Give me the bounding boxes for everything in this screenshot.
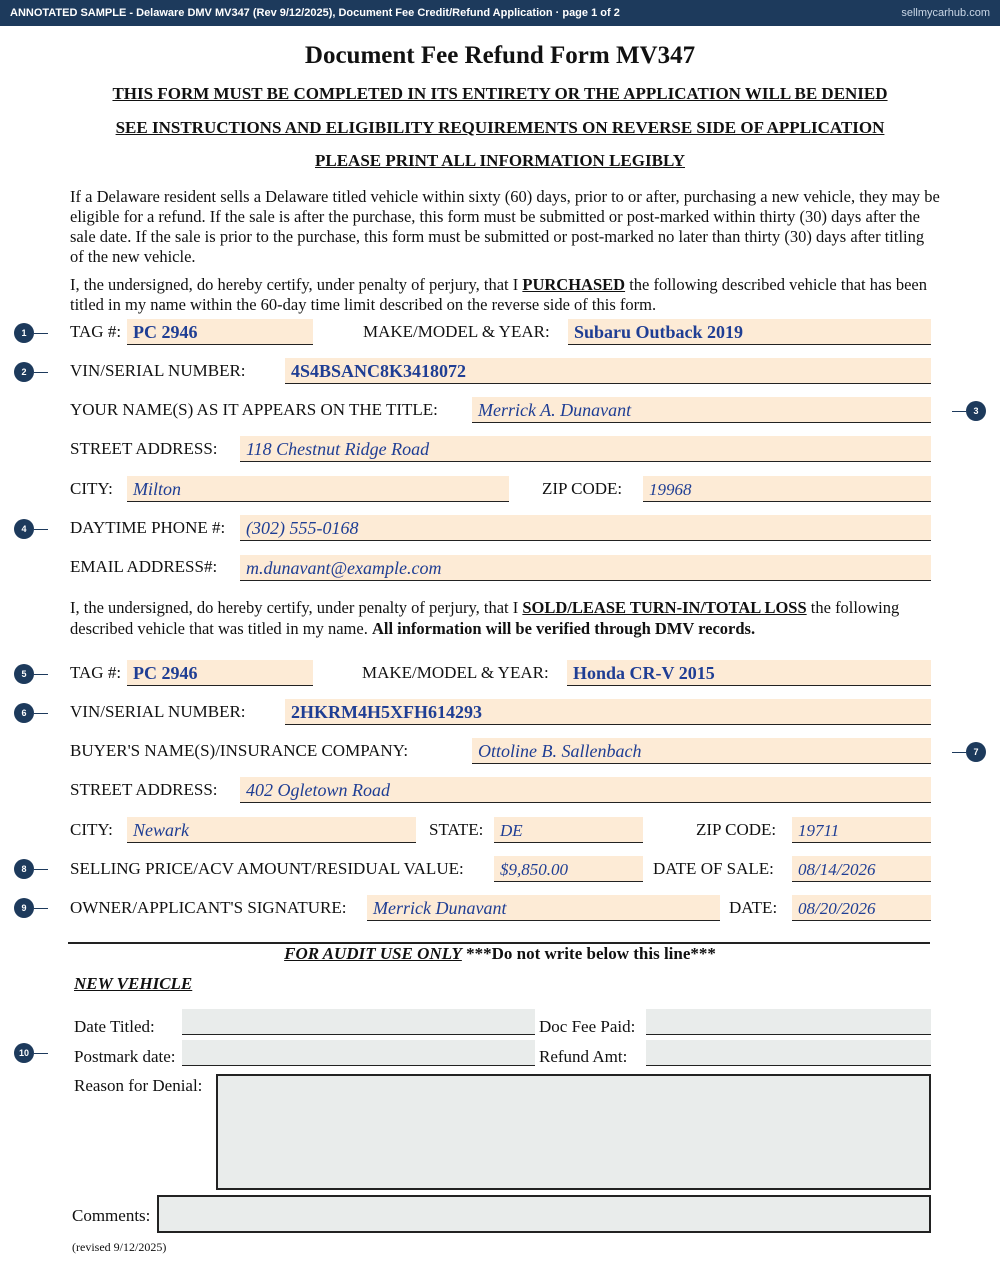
- notice-completeness: THIS FORM MUST BE COMPLETED IN ITS ENTIRETY OR THE APPLICATION WILL BE DENIED: [112, 84, 888, 103]
- sold-street-value: 402 Ogletown Road: [246, 780, 390, 800]
- refund-amt-label: Refund Amt:: [539, 1047, 628, 1066]
- sold-zip-label: ZIP CODE:: [696, 820, 777, 839]
- phone-field[interactable]: [240, 515, 931, 541]
- purchased-make-model-value: Subaru Outback 2019: [574, 322, 744, 342]
- marker-leader-2: [34, 372, 48, 373]
- date-of-sale-value: 08/14/2026: [798, 860, 876, 879]
- sold-make-model-label: MAKE/MODEL & YEAR:: [362, 663, 549, 682]
- marker-leader-9: [34, 908, 48, 909]
- postmark-date-label: Postmark date:: [74, 1047, 176, 1066]
- state-value: DE: [500, 821, 523, 840]
- annotation-marker-10: 10: [14, 1043, 34, 1063]
- doc-fee-paid-field[interactable]: [646, 1009, 931, 1035]
- date-of-sale-field[interactable]: [792, 856, 931, 882]
- sold-tag-label: TAG #:: [70, 663, 122, 682]
- sold-make-model-value: Honda CR-V 2015: [573, 663, 715, 683]
- marker-leader-4: [34, 529, 48, 530]
- sold-city-value: Newark: [133, 820, 189, 840]
- sold-zip-field[interactable]: [792, 817, 931, 843]
- notice-print-legibly: PLEASE PRINT ALL INFORMATION LEGIBLY: [315, 151, 685, 170]
- annotation-marker-3: 3: [966, 401, 986, 421]
- sold-tag-value: PC 2946: [133, 663, 198, 683]
- sold-city-label: CITY:: [70, 820, 113, 839]
- price-field[interactable]: [494, 856, 643, 882]
- notice-instructions: SEE INSTRUCTIONS AND ELIGIBILITY REQUIREMENTS ON REVERSE SIDE OF APPLICATION: [115, 118, 885, 137]
- sold-vin-label: VIN/SERIAL NUMBER:: [70, 702, 246, 721]
- purchased-make-model-field[interactable]: [568, 319, 931, 345]
- reason-for-denial-label: Reason for Denial:: [74, 1076, 203, 1095]
- marker-leader-3: [952, 411, 966, 412]
- date-field[interactable]: [792, 895, 931, 921]
- sold-vin-field[interactable]: [285, 699, 931, 725]
- annotation-marker-1: 1: [14, 323, 34, 343]
- sold-street-field[interactable]: [240, 777, 931, 803]
- postmark-date-field[interactable]: [182, 1040, 535, 1066]
- marker-leader-7: [952, 752, 966, 753]
- date-value: 08/20/2026: [798, 899, 876, 918]
- date-titled-label: Date Titled:: [74, 1017, 155, 1036]
- email-field[interactable]: [240, 555, 931, 581]
- email-value: m.dunavant@example.com: [246, 558, 442, 578]
- purchased-vin-value: 4S4BSANC8K3418072: [291, 361, 467, 381]
- form-title: Document Fee Refund Form MV347: [304, 42, 696, 69]
- owner-name-field[interactable]: [472, 397, 931, 423]
- tag-label: TAG #:: [70, 322, 122, 341]
- purchased-zip-value: 19968: [649, 480, 692, 499]
- buyer-value: Ottoline B. Sallenbach: [478, 741, 642, 761]
- revision-note: (revised 9/12/2025): [72, 1240, 167, 1254]
- purchased-city-field[interactable]: [127, 476, 509, 502]
- signature-label: OWNER/APPLICANT'S SIGNATURE:: [70, 898, 347, 917]
- banner-title: ANNOTATED SAMPLE - Delaware DMV MV347 (Rev 9/12/2025), Document Fee Credit/Refund Application · page 1 of 2: [10, 7, 620, 19]
- annotation-marker-9: 9: [14, 898, 34, 918]
- annotation-marker-4: 4: [14, 519, 34, 539]
- annotation-marker-8: 8: [14, 859, 34, 879]
- purchased-street-value: 118 Chestnut Ridge Road: [246, 439, 430, 459]
- marker-leader-1: [34, 333, 48, 334]
- buyer-label: BUYER'S NAME(S)/INSURANCE COMPANY:: [70, 741, 409, 760]
- annotation-marker-2: 2: [14, 362, 34, 382]
- zip-label: ZIP CODE:: [542, 479, 623, 498]
- vin-label: VIN/SERIAL NUMBER:: [70, 361, 246, 380]
- new-vehicle-heading: NEW VEHICLE: [74, 974, 193, 993]
- date-of-sale-label: DATE OF SALE:: [653, 859, 774, 878]
- comments-label: Comments:: [72, 1206, 151, 1225]
- annotation-marker-7: 7: [966, 742, 986, 762]
- purchased-street-field[interactable]: [240, 436, 931, 462]
- banner-source: sellmycarhub.com: [901, 7, 990, 19]
- intro-paragraph: If a Delaware resident sells a Delaware titled vehicle within sixty (60) days, prior to or after, purchasing a new vehicle, they may be eligible for a refund. If the sale is after the purchase, this form must be submitted or post-marked within thirty (30) days after the sale date. If the sale is prior to the purchase, this form must be submitted or post-marked no later than thirty (30) days after titling of the new vehicle.: [70, 187, 940, 266]
- marker-leader-10: [34, 1053, 48, 1054]
- price-value: $9,850.00: [500, 860, 568, 879]
- marker-leader-5: [34, 674, 48, 675]
- date-label: DATE:: [729, 898, 778, 917]
- signature-value: Merrick Dunavant: [373, 898, 507, 918]
- audit-heading: FOR AUDIT USE ONLY ***Do not write below this line***: [284, 944, 716, 963]
- email-label: EMAIL ADDRESS#:: [70, 557, 218, 576]
- marker-leader-8: [34, 869, 48, 870]
- date-titled-field[interactable]: [182, 1009, 535, 1035]
- sale-certification: I, the undersigned, do hereby certify, under penalty of perjury, that I SOLD/LEASE TURN-IN/TOTAL LOSS the following described vehicle that was titled in my name. All information will be verified through DMV records.: [70, 598, 900, 638]
- state-label: STATE:: [429, 820, 484, 839]
- state-field[interactable]: [494, 817, 643, 843]
- purchase-certification: I, the undersigned, do hereby certify, under penalty of perjury, that I PURCHASED the following described vehicle that has been titled in my name within the 60-day time limit described on the reverse side of this form.: [70, 275, 928, 314]
- sold-make-model-field[interactable]: [567, 660, 931, 686]
- buyer-field[interactable]: [472, 738, 931, 764]
- comments-box[interactable]: [157, 1195, 931, 1233]
- price-label: SELLING PRICE/ACV AMOUNT/RESIDUAL VALUE:: [70, 859, 464, 878]
- phone-value: (302) 555-0168: [246, 518, 359, 538]
- purchased-tag-value: PC 2946: [133, 322, 198, 342]
- annotation-banner: [0, 0, 1000, 26]
- refund-amt-field[interactable]: [646, 1040, 931, 1066]
- owner-name-value: Merrick A. Dunavant: [478, 400, 632, 420]
- signature-field[interactable]: [367, 895, 720, 921]
- street-label: STREET ADDRESS:: [70, 439, 218, 458]
- sold-tag-field[interactable]: [127, 660, 313, 686]
- sold-street-label: STREET ADDRESS:: [70, 780, 218, 799]
- city-label: CITY:: [70, 479, 113, 498]
- annotation-marker-5: 5: [14, 664, 34, 684]
- purchased-tag-field[interactable]: [127, 319, 313, 345]
- purchased-zip-field[interactable]: [643, 476, 931, 502]
- doc-fee-paid-label: Doc Fee Paid:: [539, 1017, 636, 1036]
- owner-name-label: YOUR NAME(S) AS IT APPEARS ON THE TITLE:: [70, 400, 438, 419]
- reason-for-denial-box[interactable]: [216, 1074, 931, 1190]
- make-model-year-label: MAKE/MODEL & YEAR:: [363, 322, 550, 341]
- sold-zip-value: 19711: [798, 821, 840, 840]
- purchased-vin-field[interactable]: [285, 358, 931, 384]
- marker-leader-6: [34, 713, 48, 714]
- purchased-city-value: Milton: [133, 479, 181, 499]
- phone-label: DAYTIME PHONE #:: [70, 518, 226, 537]
- sold-city-field[interactable]: [127, 817, 416, 843]
- sold-vin-value: 2HKRM4H5XFH614293: [291, 702, 482, 722]
- annotation-marker-6: 6: [14, 703, 34, 723]
